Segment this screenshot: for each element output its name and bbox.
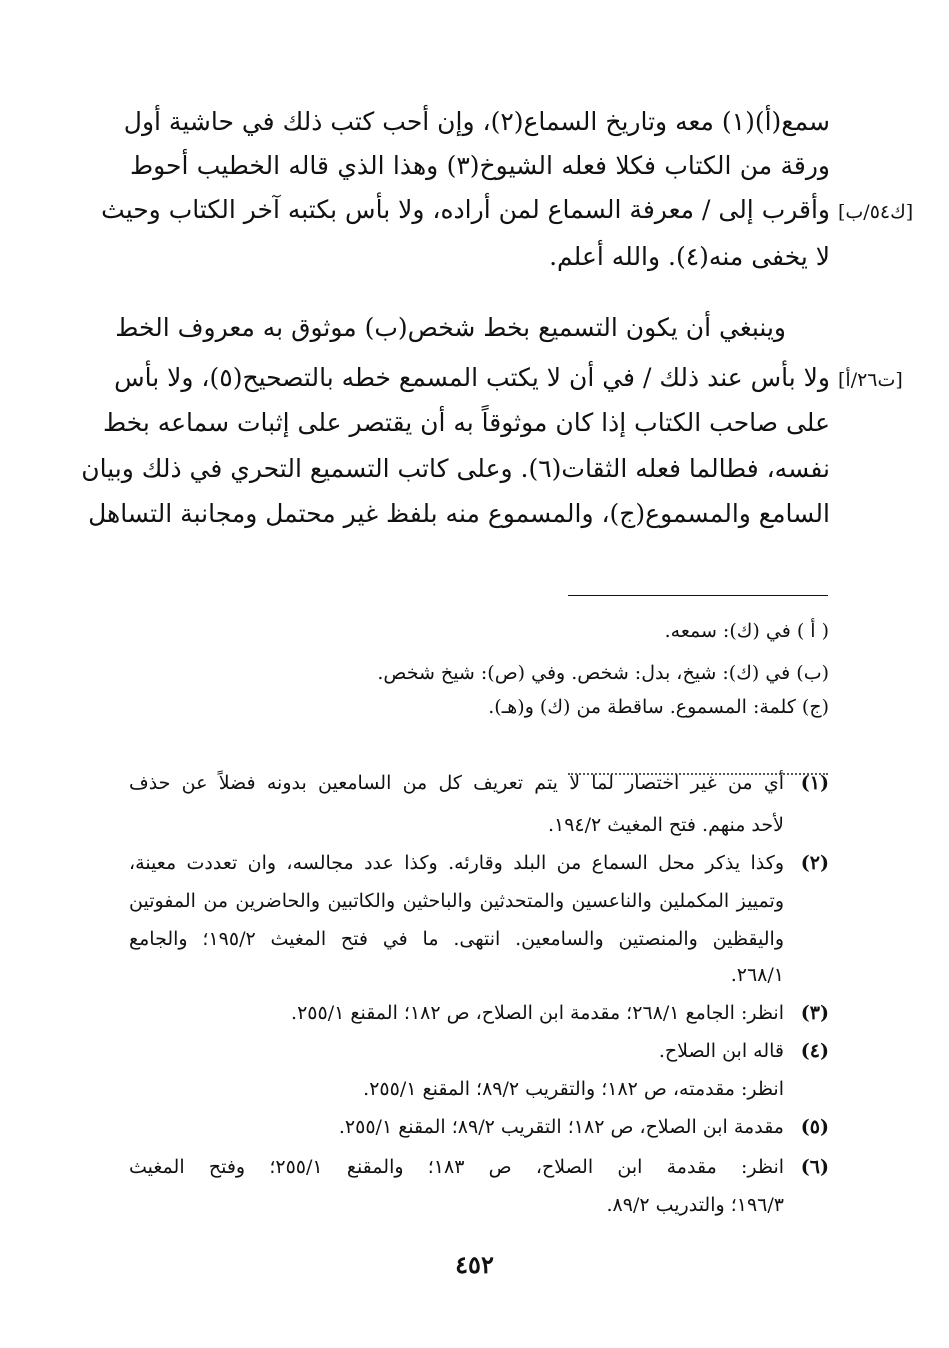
footnote-number: (١) bbox=[800, 772, 829, 794]
body-line: نفسه، فطالما فعله الثقات(٦). وعلى كاتب التسميع التحري في ذلك وبيان bbox=[81, 454, 830, 483]
footnote-number: (٦) bbox=[800, 1156, 829, 1178]
footnote-line: واليقظين والمنصتين والسامعين. انتهى. ما في فتح المغيث ١٩٥/٢؛ والجامع bbox=[129, 928, 785, 950]
footnote-line: وتمييز المكملين والناعسين والمتحدثين والباحثين والكاتبين والحاضرين من المفوتين bbox=[129, 890, 784, 912]
footnote-line: ٢٦٨/١. bbox=[730, 964, 784, 986]
footnote-number: (٤) bbox=[800, 1040, 829, 1062]
variant-note: (ج) كلمة: المسموع. ساقطة من (ك) و(هـ). bbox=[488, 696, 829, 718]
footnote-line: انظر: الجامع ٢٦٨/١؛ مقدمة ابن الصلاح، ص ١٨٢؛ المقنع ٢٥٥/١. bbox=[291, 1002, 784, 1024]
footnote-line: لأحد منهم. فتح المغيث ١٩٤/٢. bbox=[547, 814, 784, 836]
footnote-line: انظر: مقدمة ابن الصلاح، ص ١٨٣؛ والمقنع ٢٥٥/١؛ وفتح المغيث bbox=[129, 1156, 785, 1178]
margin-ref: [ت٢٦/أ] bbox=[838, 369, 903, 391]
body-line: السامع والمسموع(ج)، والمسموع منه بلفظ غير محتمل ومجانبة التساهل bbox=[88, 499, 830, 528]
footnote-number: (٢) bbox=[800, 852, 829, 874]
paragraph-first-line: وينبغي أن يكون التسميع بخط شخص(ب) موثوق به معروف الخط bbox=[115, 313, 786, 342]
body-line: ورقة من الكتاب فكلا فعله الشيوخ(٣) وهذا الذي قاله الخطيب أحوط bbox=[130, 151, 830, 180]
body-line: على صاحب الكتاب إذا كان موثوقاً به أن يقتصر على إثبات سماعه بخط bbox=[102, 408, 830, 437]
footnote-separator bbox=[568, 595, 828, 596]
footnote-line: قاله ابن الصلاح. bbox=[658, 1040, 784, 1062]
variant-note: (ب) في (ك): شيخ، بدل: شخص. وفي (ص): شيخ شخص. bbox=[377, 662, 829, 684]
body-line: ولا بأس عند ذلك / في أن لا يكتب المسمع خطه بالتصحيح(٥)، ولا بأس bbox=[114, 363, 830, 392]
footnote-line: ١٩٦/٣؛ والتدريب ٨٩/٢. bbox=[606, 1194, 784, 1216]
footnote-number: (٥) bbox=[800, 1116, 829, 1138]
margin-ref: [ك٥٤/ب] bbox=[838, 201, 914, 223]
footnote-number: (٣) bbox=[800, 1002, 829, 1024]
footnote-line: مقدمة ابن الصلاح، ص ١٨٢؛ التقريب ٨٩/٢؛ المقنع ٢٥٥/١. bbox=[338, 1116, 784, 1138]
variant-note: ( أ ) في (ك): سمعه. bbox=[664, 620, 829, 642]
footnote-line: وكذا يذكر محل السماع من البلد وقارئه. وكذا عدد مجالسه، وان تعددت معينة، bbox=[129, 852, 784, 874]
footnote-line: انظر: مقدمته، ص ١٨٢؛ والتقريب ٨٩/٢؛ المقنع ٢٥٥/١. bbox=[363, 1078, 784, 1100]
page-number: ٤٥٢ bbox=[455, 1250, 494, 1279]
body-line: سمع(أ)(١) معه وتاريخ السماع(٢)، وإن أحب كتب ذلك في حاشية أول bbox=[123, 107, 830, 136]
body-line: لا يخفى منه(٤). والله أعلم. bbox=[549, 242, 830, 271]
body-line: وأقرب إلى / معرفة السماع لمن أراده، ولا بأس بكتبه آخر الكتاب وحيث bbox=[101, 195, 830, 224]
footnote-line: أي من غير اختصار لما لا يتم تعريف كل من السامعين بدونه فضلاً عن حذف bbox=[129, 772, 784, 794]
